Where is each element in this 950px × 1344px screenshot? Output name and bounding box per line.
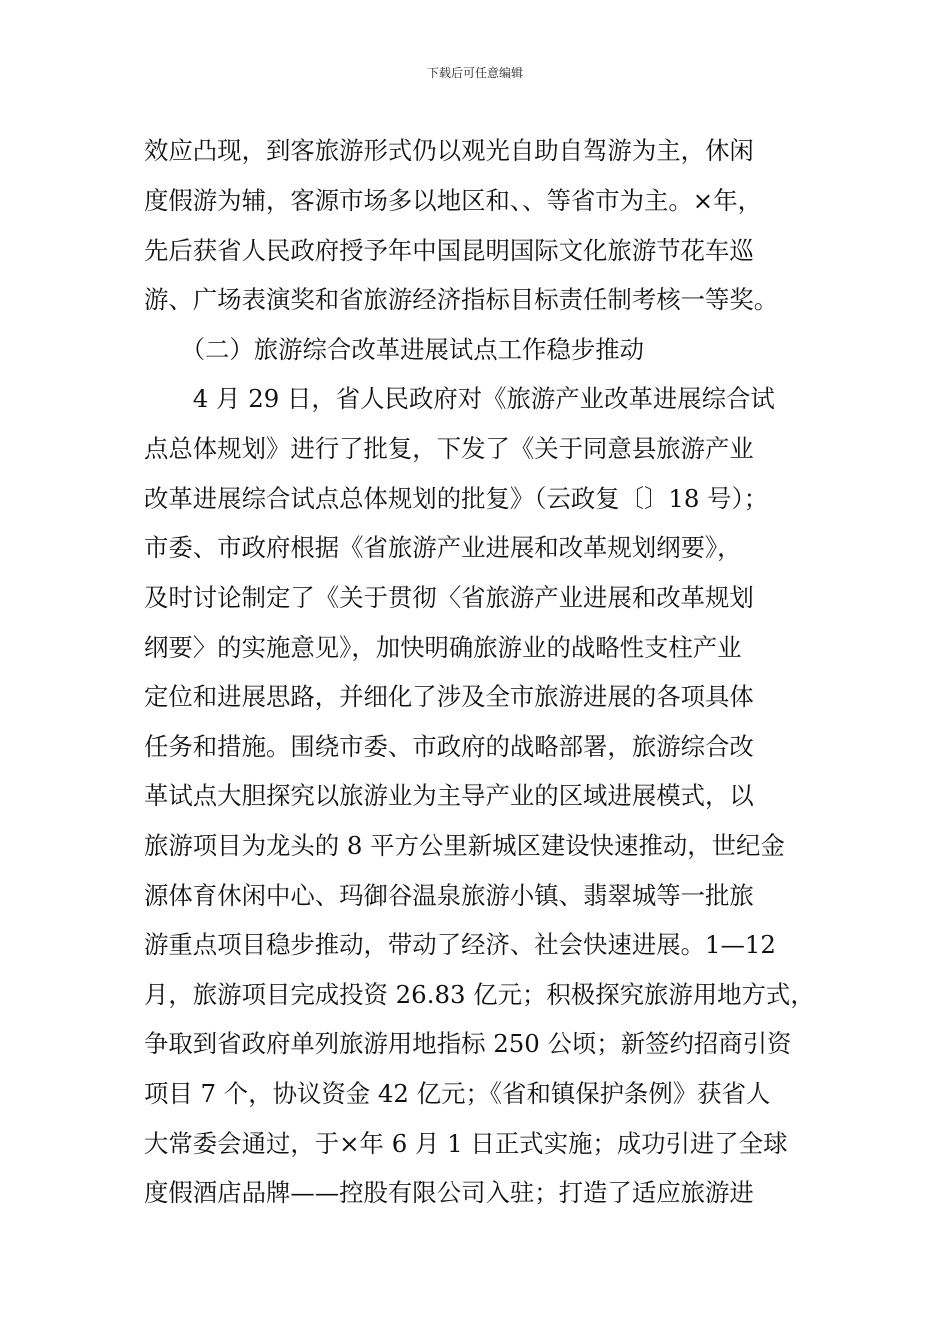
text-line: 革试点大胆探究以旅游业为主导产业的区域进展模式，以 <box>144 781 754 810</box>
text-line: 旅游项目为龙头的 8 平方公里新城区建设快速推动，世纪金 <box>144 831 785 860</box>
text-line: 月，旅游项目完成投资 26.83 亿元；积极探究旅游用地方式， <box>144 980 815 1009</box>
text-line: 项目 7 个，协议资金 42 亿元；《省和镇保护条例》获省人 <box>144 1079 771 1108</box>
text-line: 纲要〉的实施意见》，加快明确旅游业的战略性支柱产业 <box>144 633 742 662</box>
page-header: 下载后可任意编辑 <box>426 66 523 80</box>
text-line: 及时讨论制定了《关于贯彻〈省旅游产业进展和改革规划 <box>144 583 754 612</box>
text-line: 度假酒店品牌——控股有限公司入驻；打造了适应旅游进 <box>144 1178 754 1207</box>
text-line: 先后获省人民政府授予年中国昆明国际文化旅游节花车巡 <box>144 236 754 265</box>
section-heading: （二）旅游综合改革进展试点工作稳步推动 <box>144 335 645 364</box>
text-line: 争取到省政府单列旅游用地指标 250 公顷；新签约招商引资 <box>144 1029 792 1058</box>
text-line: 游重点项目稳步推动，带动了经济、社会快速进展。1—12 <box>144 930 776 959</box>
text-line: 点总体规划》进行了批复，下发了《关于同意县旅游产业 <box>144 434 754 463</box>
text-line: 定位和进展思路，并细化了涉及全市旅游进展的各项具体 <box>144 682 754 711</box>
text-line: 4 月 29 日，省人民政府对《旅游产业改革进展综合试 <box>144 384 775 413</box>
text-line: 大常委会通过，于×年 6 月 1 日正式实施；成功引进了全球 <box>144 1129 788 1158</box>
text-line: 效应凸现，到客旅游形式仍以观光自助自驾游为主，休闲 <box>144 136 754 165</box>
text-line: 度假游为辅，客源市场多以地区和、、等省市为主。×年， <box>144 186 763 215</box>
text-line: 任务和措施。围绕市委、市政府的战略部署，旅游综合改 <box>144 732 754 761</box>
text-line: 市委、市政府根据《省旅游产业进展和改革规划纲要》， <box>144 533 742 562</box>
text-line: 源体育休闲中心、玛御谷温泉旅游小镇、翡翠城等一批旅 <box>144 881 754 910</box>
text-line: 游、广场表演奖和省旅游经济指标目标责任制考核一等奖。 <box>144 285 779 314</box>
text-line: 改革进展综合试点总体规划的批复》（云政复〔〕18 号）； <box>144 484 769 513</box>
